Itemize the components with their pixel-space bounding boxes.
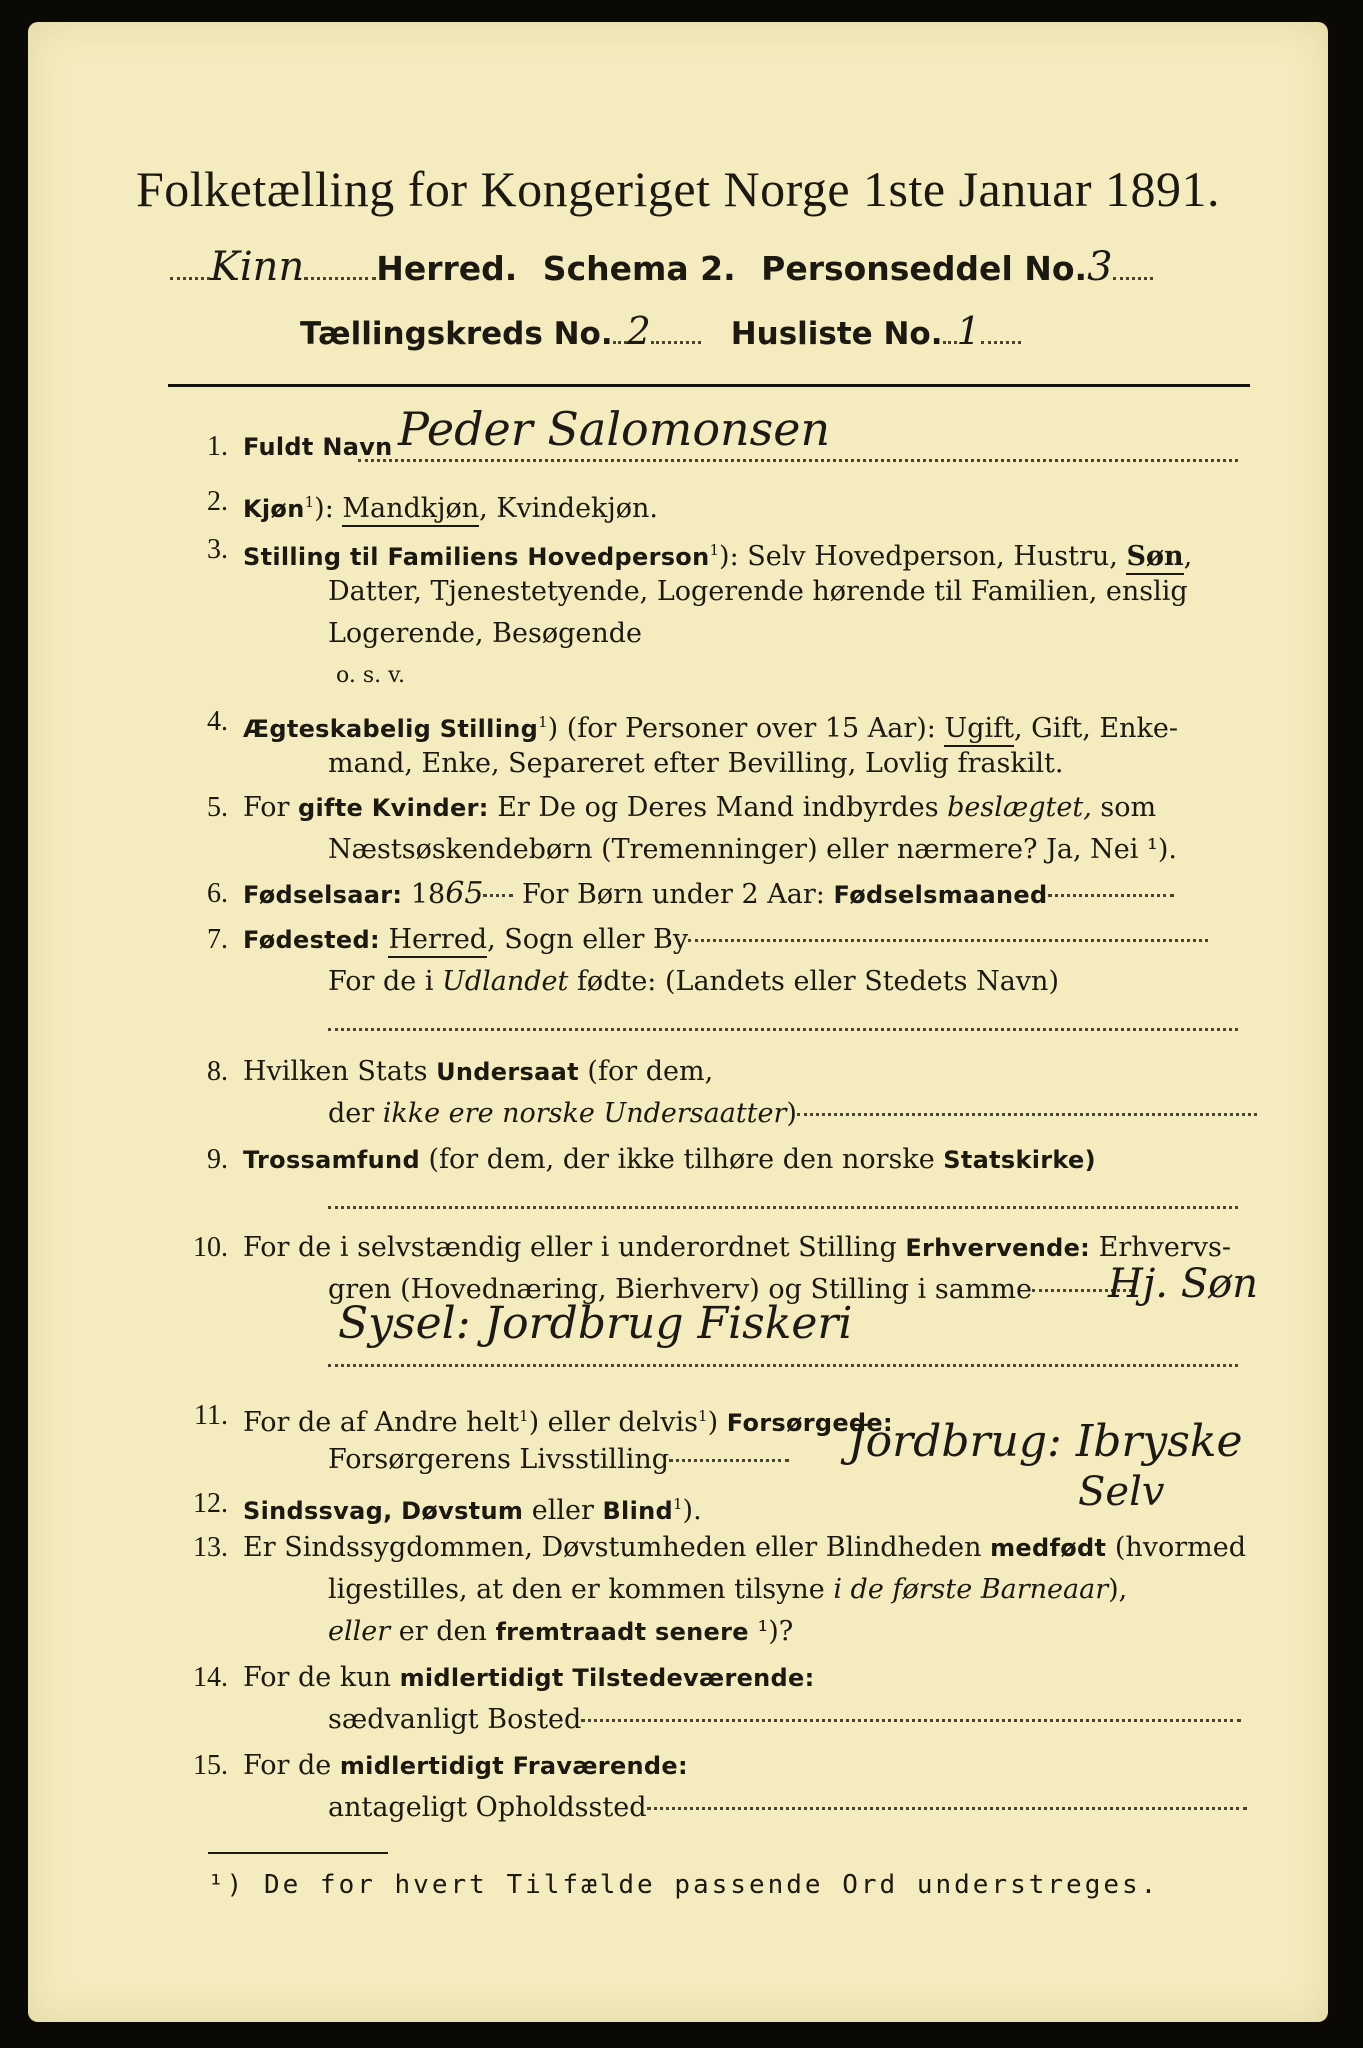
item-text: For Børn under 2 Aar:: [513, 879, 834, 910]
item-number: 12.: [193, 1488, 228, 1519]
item-label: Fuldt Navn: [243, 433, 393, 461]
item-label: Stilling til Familiens Hovedperson: [243, 543, 710, 571]
item-text: Hvilken Stats: [243, 1056, 437, 1087]
item-text: der: [328, 1098, 383, 1129]
item-text: sædvanligt Bosted: [328, 1704, 582, 1735]
item-label: Fødselsmaaned: [833, 881, 1048, 909]
kreds-value: 2: [626, 309, 651, 353]
personseddel-value: 3: [1087, 244, 1113, 290]
item-text: o. s. v.: [336, 663, 405, 688]
item-text: beslægtet,: [947, 792, 1092, 823]
footnote-mark: 1: [538, 713, 548, 731]
item-number: 6.: [207, 878, 228, 909]
handwritten-selv: Selv: [1078, 1469, 1165, 1515]
item-text: , Sogn eller By: [487, 924, 689, 955]
item-label: Forsørgede:: [726, 1409, 893, 1437]
item-text: 18: [402, 879, 446, 910]
item-text: For de: [243, 1750, 340, 1781]
item-text: Udlandet: [442, 966, 569, 997]
item-text: Er Sindssygdommen, Døvstumheden eller Blindheden: [243, 1532, 991, 1563]
item-text: gren (Hovednæring, Bierhverv) og Stilling i samme: [328, 1274, 1033, 1305]
item-text: , Kvindekjøn.: [479, 493, 659, 524]
item-text: ):: [314, 493, 343, 524]
item-text: mand, Enke, Separeret efter Bevilling, Lovlig fraskilt.: [328, 748, 1064, 779]
item-text: i de første Barneaar: [833, 1574, 1109, 1605]
handwritten-provider: Jordbrug: Ibryske: [848, 1416, 1243, 1467]
item-text: som: [1091, 792, 1157, 823]
form-title: Folketælling for Kongeriget Norge 1ste Januar 1891.: [135, 161, 1221, 217]
item-text: ),: [1108, 1574, 1128, 1605]
item-text: eller: [523, 1495, 603, 1526]
item-number: 4.: [207, 706, 228, 737]
item-number: 2.: [207, 486, 228, 517]
item-number: 7.: [207, 924, 228, 955]
item-text: Næstsøskendebørn (Tremenninger) eller nærmere? Ja, Nei ¹).: [328, 834, 1177, 865]
kreds-label: Tællingskreds No.: [300, 316, 613, 352]
item-text: For: [243, 792, 299, 823]
item-text: ikke ere norske Undersaatter: [382, 1098, 787, 1129]
answer-line: [328, 1364, 1238, 1367]
census-form: [28, 22, 1328, 2022]
item-label: medfødt: [990, 1534, 1107, 1562]
item-label: midlertidigt Fraværende:: [339, 1752, 688, 1780]
item-text: er den: [390, 1616, 496, 1647]
schema-label: Schema 2.: [542, 249, 736, 288]
item-number: 3.: [207, 534, 228, 565]
item-text: Logerende, Besøgende: [328, 618, 642, 649]
selected-option: Herred: [388, 924, 487, 958]
handwritten-position: Hj. Søn: [1108, 1261, 1258, 1307]
herred-value: Kinn: [210, 244, 305, 290]
selected-option: Søn: [1126, 541, 1183, 575]
item-text: ): [707, 1407, 727, 1438]
item-text: For de kun: [243, 1662, 400, 1693]
item-label: midlertidigt Tilstedeværende:: [399, 1664, 815, 1692]
husliste-value: 1: [956, 309, 981, 353]
item-text: (hvormed: [1106, 1532, 1247, 1563]
item-text: eller: [328, 1616, 391, 1647]
item-text: For de i: [328, 966, 443, 997]
footnote-mark: 1: [672, 1495, 683, 1513]
herred-line: [170, 244, 1153, 290]
personseddel-label: Personseddel No.: [761, 249, 1088, 288]
item-text: ligestilles, at den er kommen tilsyne: [328, 1574, 834, 1605]
herred-label: Herred.: [376, 249, 518, 288]
handwritten-occupation: Sysel: Jordbrug Fiskeri: [338, 1298, 853, 1349]
selected-option: Ugift: [944, 713, 1014, 747]
kreds-line: [300, 309, 1021, 353]
item-text: ) (for Personer over 15 Aar):: [547, 713, 945, 744]
item-label: gifte Kvinder:: [298, 794, 489, 822]
item-label: Undersaat: [436, 1058, 579, 1086]
item-label: Ægteskabelig Stilling: [243, 715, 539, 743]
footnote-mark: 1: [698, 1407, 708, 1425]
footnote-mark: 1: [519, 1407, 529, 1425]
item-number: 15.: [193, 1750, 228, 1781]
item-text: ).: [682, 1495, 702, 1526]
item-label: Erhvervende:: [905, 1234, 1091, 1262]
item-number: 8.: [207, 1056, 228, 1087]
header-rule: [168, 384, 1250, 387]
item-text: Er De og Deres Mand indbyrdes: [488, 792, 948, 823]
item-number: 5.: [207, 792, 228, 823]
item-text: antageligt Opholdssted: [328, 1792, 647, 1823]
handwritten-name: Peder Salomonsen: [398, 402, 831, 456]
item-text: , Gift, Enke-: [1014, 713, 1178, 744]
item-text: For de i selvstændig eller i underordnet Stilling: [243, 1232, 906, 1263]
footnote-mark: 1: [709, 541, 720, 559]
item-label: Fødested:: [243, 926, 380, 954]
item-label: Blind: [602, 1497, 673, 1525]
item-text: Datter, Tjenestetyende, Logerende hørende til Familien, enslig: [328, 576, 1188, 607]
item-text: ¹)?: [748, 1616, 794, 1647]
answer-line: [328, 1028, 1238, 1031]
item-text: (for dem, der ikke tilhøre den norske: [419, 1144, 944, 1175]
selected-option: Mandkjøn: [342, 493, 479, 527]
item-label: Fødselsaar:: [243, 881, 403, 909]
item-label: fremtraadt senere: [495, 1618, 749, 1646]
footnote-rule: [208, 1852, 388, 1854]
item-number: 1.: [207, 431, 228, 462]
item-text: Forsørgerens Livsstilling: [328, 1444, 670, 1475]
item-number: 10.: [193, 1232, 228, 1263]
item-text: ): Selv Hovedperson, Hustru,: [719, 541, 1127, 572]
item-label: Trossamfund: [243, 1146, 420, 1174]
handwritten-year: 65: [445, 876, 484, 911]
item-text: ,: [1183, 541, 1193, 572]
item-label: Statskirke): [943, 1146, 1096, 1174]
answer-line: [358, 459, 1238, 462]
item-number: 9.: [207, 1144, 228, 1175]
footnote: ¹) De for hvert Tilfælde passende Ord understreges.: [208, 1870, 1160, 1900]
item-text: ): [786, 1098, 797, 1129]
husliste-label: Husliste No.: [730, 316, 943, 352]
item-number: 14.: [193, 1662, 228, 1693]
item-text: For de af Andre helt: [243, 1407, 520, 1438]
item-number: 13.: [193, 1532, 228, 1563]
item-number: 11.: [194, 1400, 228, 1431]
item-label: Kjøn: [243, 495, 305, 523]
item-text: (for dem,: [578, 1056, 714, 1087]
item-label: Sindssvag, Døvstum: [243, 1497, 524, 1525]
item-text: Erhvervs-: [1090, 1232, 1232, 1263]
answer-line: [328, 1206, 1238, 1209]
item-text: fødte: (Landets eller Stedets Navn): [568, 966, 1059, 997]
item-text: ) eller delvis: [528, 1407, 699, 1438]
footnote-mark: 1: [304, 493, 315, 511]
